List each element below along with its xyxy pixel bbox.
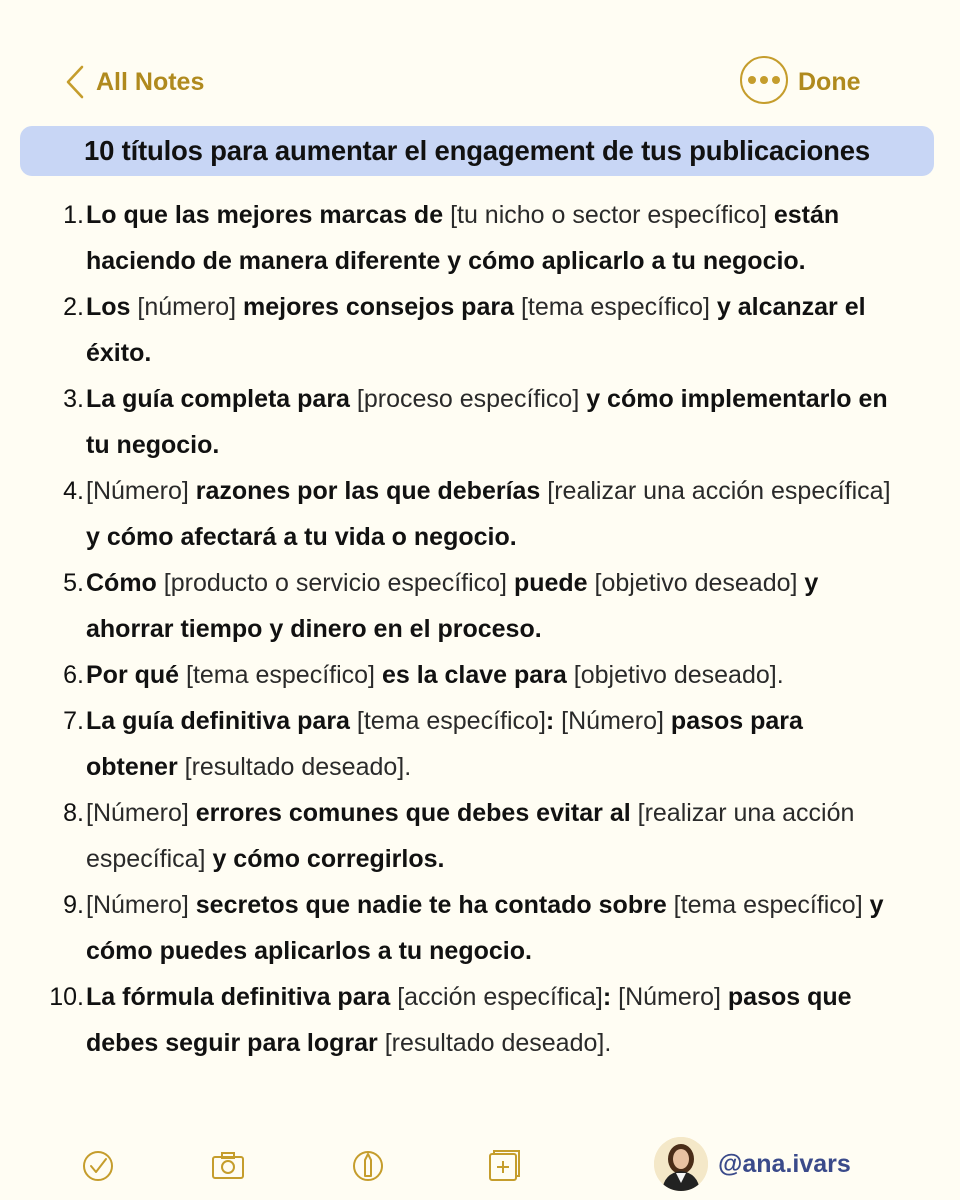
avatar (654, 1137, 708, 1191)
bold-text: y cómo implementarlo en tu negocio. (86, 385, 888, 459)
list-item (0, 192, 920, 284)
placeholder-text: [tema específico] (356, 707, 546, 735)
bottom-toolbar (0, 1130, 960, 1200)
more-options-button[interactable] (740, 56, 788, 104)
bold-text: : (602, 983, 619, 1011)
markup-button[interactable] (350, 1148, 386, 1184)
more-dots-icon (760, 76, 768, 84)
camera-button[interactable] (210, 1148, 246, 1184)
profile-handle: @ana.ivars (718, 1149, 851, 1178)
camera-icon (210, 1148, 246, 1184)
placeholder-text: [Número] (86, 891, 189, 919)
bold-text: errores comunes que debes evitar al (188, 799, 638, 827)
list-item (0, 974, 920, 1066)
bold-text: La fórmula definitiva para (86, 983, 398, 1011)
list-item-number: 10. (49, 983, 84, 1011)
list-item-number: 1. (63, 201, 84, 229)
bold-text: Cómo (86, 569, 164, 597)
placeholder-text: [tema específico] (186, 661, 375, 689)
note-title: 10 títulos para aumentar el engagement de tus publicaciones (84, 135, 870, 166)
list-item-number: 2. (63, 293, 84, 321)
placeholder-text: [Número] (86, 799, 189, 827)
note-title-highlight (20, 126, 934, 176)
note-body-list[interactable] (0, 192, 920, 1066)
pen-icon (350, 1148, 386, 1184)
bold-text: y alcanzar el éxito. (86, 293, 866, 367)
bold-text: pasos para obtener (86, 707, 803, 781)
placeholder-text: [resultado deseado]. (184, 753, 412, 781)
more-dots-icon (748, 76, 756, 84)
list-item-number: 6. (63, 661, 84, 689)
list-item-number: 9. (63, 891, 84, 919)
bold-text: La guía definitiva para (86, 707, 357, 735)
back-label: All Notes (96, 67, 205, 96)
placeholder-text: [tu nicho o sector específico] (450, 201, 767, 229)
list-item-number: 4. (63, 477, 84, 505)
bold-text: y cómo corregirlos. (205, 845, 445, 873)
bold-text: La guía completa para (86, 385, 357, 413)
placeholder-text: [Número] (618, 983, 721, 1011)
bold-text: y cómo afectará a tu vida o negocio. (86, 523, 517, 551)
list-item (0, 882, 920, 974)
placeholder-text: [resultado deseado]. (384, 1029, 612, 1057)
bold-text: puede (507, 569, 595, 597)
bold-text: pasos que debes seguir para lograr (86, 983, 852, 1057)
list-item-number: 7. (63, 707, 84, 735)
bold-text: secretos que nadie te ha contado sobre (188, 891, 674, 919)
more-dots-icon (772, 76, 780, 84)
profile-badge (654, 1134, 851, 1194)
chevron-left-icon (64, 64, 86, 100)
bold-text: Por qué (86, 661, 187, 689)
placeholder-text: [número] (137, 293, 237, 321)
placeholder-text: [tema específico] (520, 293, 710, 321)
list-item (0, 376, 920, 468)
placeholder-text: [acción específica] (397, 983, 603, 1011)
all-notes-back-button[interactable] (64, 60, 204, 104)
list-item (0, 698, 920, 790)
list-item-number: 8. (63, 799, 84, 827)
list-item-number: 3. (63, 385, 84, 413)
bold-text: están haciendo de manera diferente y cómo aplicarlo a tu negocio. (86, 201, 840, 275)
placeholder-text: [tema específico] (673, 891, 863, 919)
checklist-icon (80, 1148, 116, 1184)
bold-text: mejores consejos para (236, 293, 521, 321)
compose-icon (486, 1148, 522, 1184)
placeholder-text: [proceso específico] (356, 385, 580, 413)
list-item (0, 652, 920, 698)
bold-text: y ahorrar tiempo y dinero en el proceso. (86, 569, 819, 643)
placeholder-text: [objetivo deseado] (594, 569, 798, 597)
list-item (0, 284, 920, 376)
list-item (0, 468, 920, 560)
placeholder-text: [realizar una acción específica] (547, 477, 891, 505)
bold-text: Lo que las mejores marcas de (86, 201, 451, 229)
placeholder-text: [Número] (86, 477, 189, 505)
bold-text: y cómo puedes aplicarlos a tu negocio. (86, 891, 884, 965)
list-item (0, 790, 920, 882)
list-item (0, 560, 920, 652)
list-item-number: 5. (63, 569, 84, 597)
placeholder-text: [objetivo deseado]. (573, 661, 784, 689)
bold-text: : (545, 707, 562, 735)
done-button[interactable]: Done (798, 68, 861, 96)
checklist-button[interactable] (80, 1148, 116, 1184)
bold-text: razones por las que deberías (188, 477, 548, 505)
placeholder-text: [Número] (561, 707, 664, 735)
bold-text: es la clave para (375, 661, 574, 689)
new-note-button[interactable] (486, 1148, 522, 1184)
placeholder-text: [realizar una acción específica] (86, 799, 855, 873)
bold-text: Los (86, 293, 138, 321)
placeholder-text: [producto o servicio específico] (163, 569, 508, 597)
